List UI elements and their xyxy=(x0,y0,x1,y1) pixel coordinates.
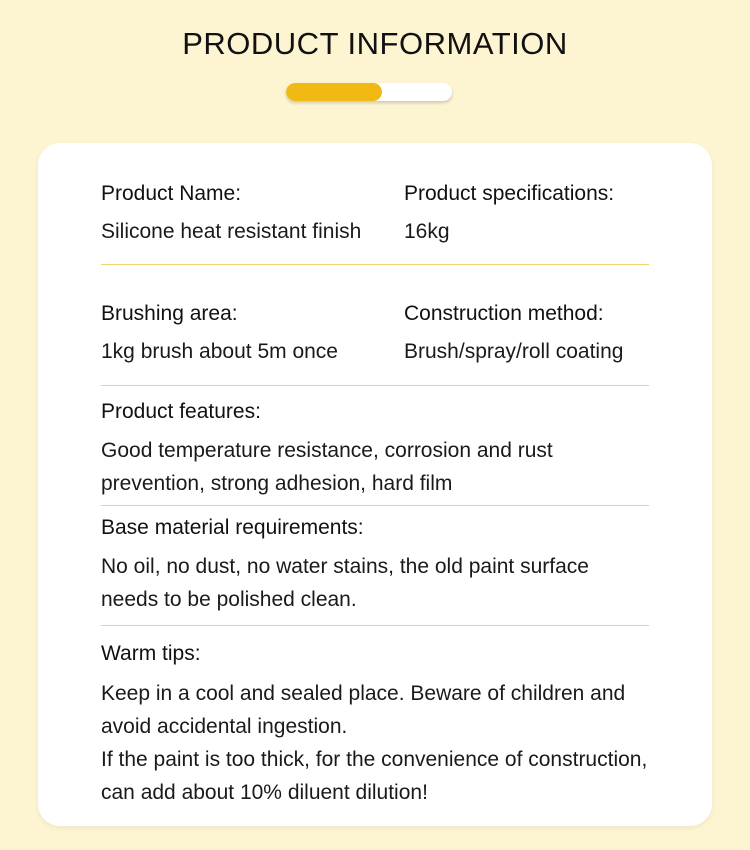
product-features-value: Good temperature resistance, corrosion and rust prevention, strong adhesion, hard film xyxy=(101,439,553,495)
warm-tips-label: Warm tips: xyxy=(101,642,201,665)
construction-method-label: Construction method: xyxy=(404,302,604,325)
construction-method-field xyxy=(404,300,664,368)
progress-bar-fill xyxy=(286,83,382,101)
product-features-field xyxy=(101,398,649,500)
product-specifications-label: Product specifications: xyxy=(404,182,615,205)
divider xyxy=(101,385,649,386)
page-title: PRODUCT INFORMATION xyxy=(182,26,568,61)
brushing-area-label: Brushing area: xyxy=(101,302,238,325)
product-name-value: Silicone heat resistant finish xyxy=(101,220,362,243)
product-name-label: Product Name: xyxy=(101,182,242,205)
progress-bar xyxy=(286,83,452,101)
construction-method-value: Brush/spray/roll coating xyxy=(404,340,624,363)
divider xyxy=(101,264,649,265)
brushing-area-value: 1kg brush about 5m once xyxy=(101,340,338,363)
product-features-label: Product features: xyxy=(101,400,261,423)
warm-tips-value-1: Keep in a cool and sealed place. Beware of children and avoid accidental ingestion. xyxy=(101,682,626,738)
product-specifications-value: 16kg xyxy=(404,220,450,243)
product-specifications-field xyxy=(404,180,664,248)
divider xyxy=(101,625,649,626)
product-info-card xyxy=(38,143,712,826)
base-material-label: Base material requirements: xyxy=(101,516,364,539)
row-area-method xyxy=(101,300,649,375)
row-name-specs xyxy=(101,180,649,255)
divider xyxy=(101,505,649,506)
warm-tips-field xyxy=(101,640,649,809)
base-material-field xyxy=(101,514,649,616)
product-name-field xyxy=(101,180,401,248)
brushing-area-field xyxy=(101,300,401,368)
warm-tips-value-2: If the paint is too thick, for the convenience of construction, can add about 10% diluent dilution! xyxy=(101,748,648,804)
base-material-value: No oil, no dust, no water stains, the old paint surface needs to be polished clean. xyxy=(101,555,589,611)
